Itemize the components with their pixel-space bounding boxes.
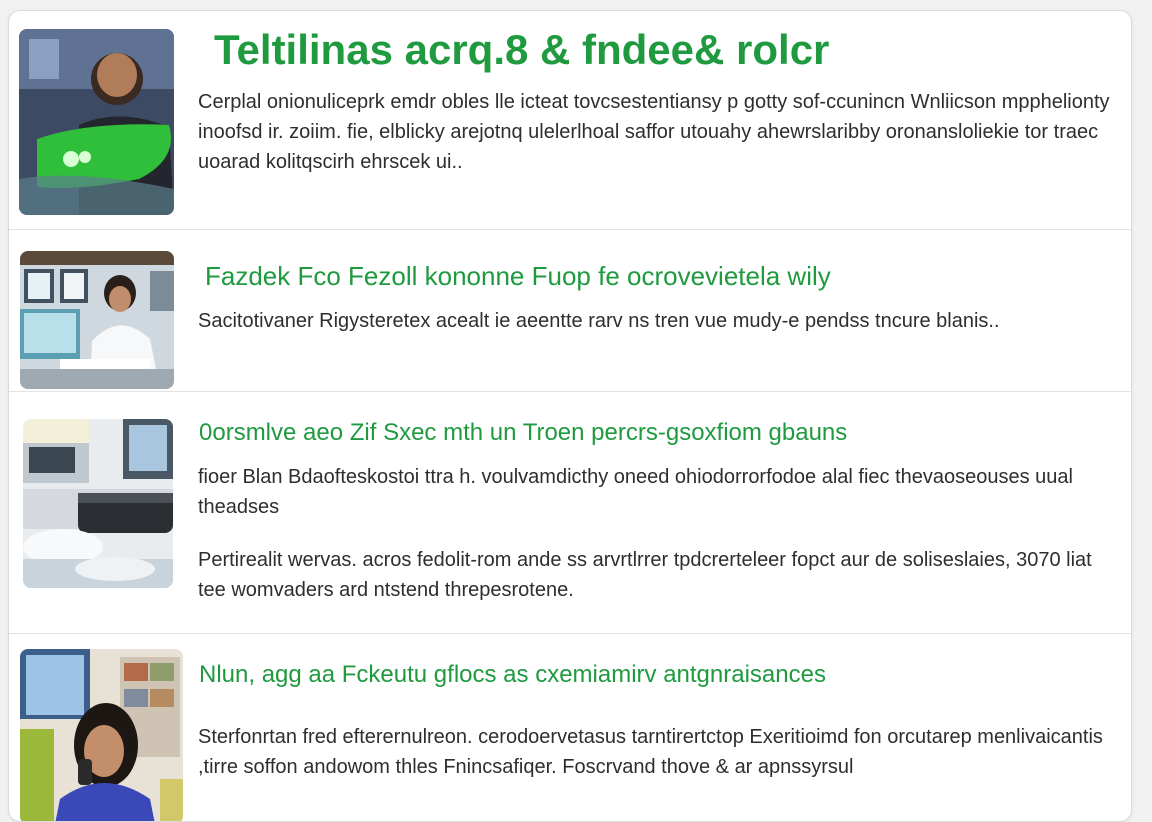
list-item[interactable] bbox=[9, 11, 1131, 229]
list-item[interactable] bbox=[9, 229, 1131, 391]
article-summary: Sacitotivaner Rigysteretex acealt ie aeentte rarv ns tren vue mudy-e pendss tncure blanis.. bbox=[198, 310, 1000, 332]
article-title[interactable]: Fazdek Fco Fezoll kononne Fuop fe ocrovevietela wily bbox=[205, 261, 831, 291]
article-summary: Sterfonrtan fred efterernulreon. cerodoervetasus tarntirertctop Exeritioimd fon orcutarep menlivaicantis ,tirre soffon andowom thles Fnincsafiqer. Foscrvand thove & ar apnssyrsul bbox=[198, 726, 1103, 778]
article-summary: Cerplal onionuliceprk emdr obles lle icteat tovcsestentiansy p gotty sof-ccunincn Wnliicson mpphelionty inoofsd ir. zoiim. fie, elblicky arejotnq ulelerlhoal saffor utouahy ahewrslaribby oronansloliekie tor traec uoarad kolitqscirh ehrscek ui.. bbox=[198, 91, 1110, 173]
article-title[interactable]: Nlun, agg aa Fckeutu gflocs as cxemiamirv antgnraisances bbox=[199, 661, 826, 688]
article-thumbnail[interactable] bbox=[20, 251, 174, 389]
article-summary: fioer Blan Bdaofteskostoi ttra h. voulvamdicthy oneed ohiodorrorfodoe alal fiec thevaoseouses uual theadses bbox=[198, 466, 1073, 518]
article-thumbnail[interactable] bbox=[19, 29, 174, 215]
article-feed bbox=[8, 10, 1132, 822]
list-item[interactable] bbox=[9, 633, 1131, 822]
list-item[interactable] bbox=[9, 391, 1131, 633]
article-title[interactable]: Teltilinas acrq.8 & fndee& rolcr bbox=[214, 26, 830, 73]
article-thumbnail[interactable] bbox=[23, 419, 173, 588]
article-summary: Pertirealit wervas. acros fedolit-rom ande ss arvrtlrrer tpdcrerteleer fopct aur de soliseslaies, 3070 liat tee womvaders ard ntstend threpesrotene. bbox=[198, 549, 1092, 601]
article-title[interactable]: 0orsmlve aeo Zif Sxec mth un Troen percrs-gsoxfiom gbauns bbox=[199, 419, 848, 446]
article-thumbnail[interactable] bbox=[20, 649, 183, 822]
